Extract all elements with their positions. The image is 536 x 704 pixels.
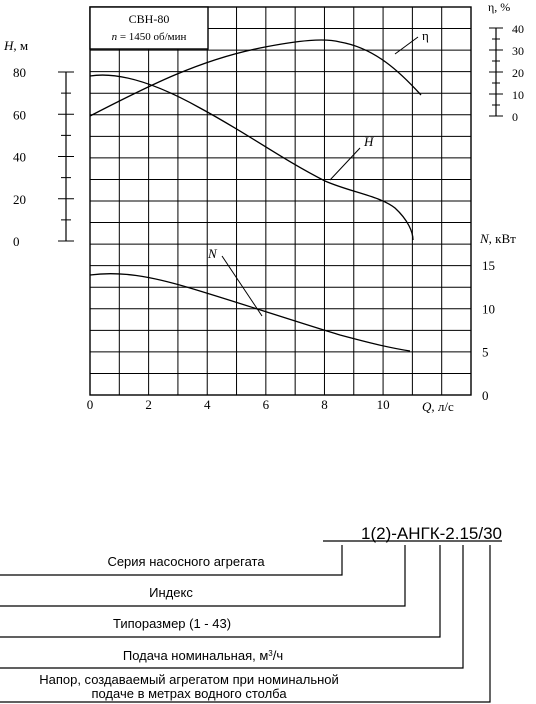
designation-item-size: Типоразмер (1 - 43) bbox=[112, 616, 232, 631]
chart-grid bbox=[90, 7, 471, 395]
q-axis bbox=[87, 397, 454, 414]
h-tick-label: 40 bbox=[13, 149, 26, 165]
h-tick-label: 60 bbox=[13, 107, 26, 123]
n-tick-label: 0 bbox=[482, 388, 489, 403]
designation-diagram bbox=[0, 524, 502, 702]
q-tick-label: 8 bbox=[321, 397, 328, 412]
eta-axis-title: η, % bbox=[488, 0, 511, 14]
q-axis-title: Q, л/с bbox=[422, 399, 454, 414]
eta-axis bbox=[488, 0, 524, 124]
designation-item-index: Индекс bbox=[149, 585, 193, 600]
n-axis-title: N, кВт bbox=[480, 231, 516, 246]
chart-curves bbox=[90, 40, 421, 351]
h-axis-title: H, м bbox=[4, 38, 29, 53]
eta-tick-label: 40 bbox=[512, 22, 524, 36]
eta-tick-label: 30 bbox=[512, 44, 524, 58]
designation-item-head-1: Напор, создаваемый агрегатом при номинальной bbox=[39, 672, 339, 687]
n-curve bbox=[90, 274, 410, 351]
designation-item-series: Серия насосного агрегата bbox=[107, 554, 265, 569]
eta-curve bbox=[90, 40, 421, 116]
info-box bbox=[90, 7, 208, 49]
q-tick-label: 4 bbox=[203, 397, 211, 412]
pump-model-label: СВН-80 bbox=[128, 12, 170, 26]
n-tick-label: 15 bbox=[482, 258, 495, 273]
q-tick-label: 6 bbox=[262, 397, 270, 412]
n-tick-label: 10 bbox=[482, 301, 495, 317]
h-axis bbox=[3, 38, 74, 249]
n-axis bbox=[471, 231, 516, 403]
h-curve-label: H bbox=[364, 134, 374, 149]
q-tick-label: 2 bbox=[145, 397, 152, 412]
h-tick-label: 20 bbox=[13, 191, 26, 207]
curve-leaders bbox=[222, 37, 418, 316]
eta-tick-label: 10 bbox=[512, 88, 524, 102]
n-curve-label: N bbox=[208, 246, 217, 261]
eta-tick-label: 0 bbox=[512, 110, 518, 124]
h-tick-label: 0 bbox=[13, 234, 20, 249]
q-tick-label: 10 bbox=[376, 397, 390, 412]
h-tick-label: 80 bbox=[13, 65, 26, 80]
designation-code: 1(2)-АНГК-2.15/30 bbox=[361, 524, 502, 543]
eta-curve-label: η bbox=[422, 28, 429, 43]
designation-item-head-2: подаче в метрах водного столба bbox=[91, 686, 287, 701]
designation-item-flow: Подача номинальная, $м^3/ч$ bbox=[122, 648, 284, 663]
q-tick-label: 0 bbox=[86, 397, 94, 412]
rotation-speed-label: n = 1450 об/мин bbox=[111, 31, 187, 43]
eta-tick-label: 20 bbox=[512, 66, 524, 80]
n-tick-label: 5 bbox=[482, 344, 489, 360]
